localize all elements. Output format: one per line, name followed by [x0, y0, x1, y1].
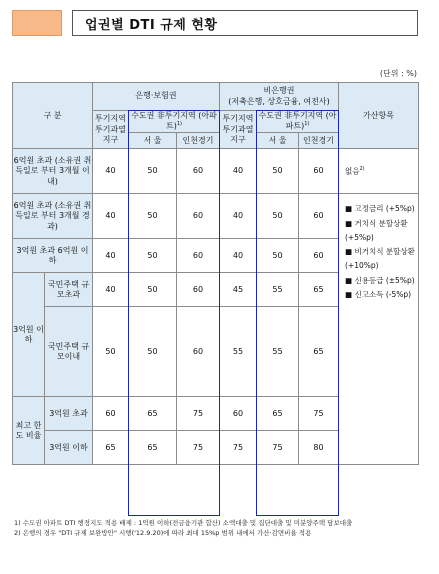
- value-cell: 60: [299, 239, 339, 273]
- header-nonbank-metro-footnote-mark: 1): [304, 121, 310, 128]
- dti-table-wrapper: [12, 82, 418, 465]
- value-cell: 75: [177, 431, 220, 465]
- table-row: [13, 149, 419, 194]
- footnote: 1) 수도권 아파트 DTI 행정지도 적용 배제 : 1억원 이하(전금융기관 합산) 소액대출 및 집단대출 및 미분양주택 담보대출: [14, 519, 353, 527]
- add-item-none: [339, 149, 419, 194]
- value-cell: 45: [220, 273, 257, 307]
- value-cell: 60: [177, 149, 220, 194]
- value-cell: 60: [93, 397, 129, 431]
- group-label-under-300: 3억원 이하: [13, 273, 45, 397]
- add-item-note: ■ 신고소득 (-5%p): [345, 289, 412, 299]
- value-cell: 50: [257, 239, 299, 273]
- header-nonbank-title: 비은행권: [263, 86, 295, 96]
- title-bar: [12, 10, 418, 36]
- value-cell: 65: [93, 431, 129, 465]
- value-cell: 75: [299, 397, 339, 431]
- footnote: 2) 은행의 경우 "DTI 규제 보완방안" 시행('12.9.20)에 따라 최대 15%p 범위 내에서 가산·감면비율 적용: [14, 529, 312, 538]
- header-nonbank-seoul: 서 울: [257, 133, 299, 149]
- value-cell: 50: [129, 194, 177, 239]
- value-cell: 40: [93, 273, 129, 307]
- value-cell: 40: [93, 239, 129, 273]
- value-cell: 65: [129, 431, 177, 465]
- value-cell: 60: [177, 239, 220, 273]
- value-cell: 80: [299, 431, 339, 465]
- value-cell: 60: [220, 397, 257, 431]
- add-item-none-footnote-mark: 2): [359, 166, 365, 173]
- value-cell: 60: [177, 273, 220, 307]
- row-label: 국민주택 규모이내: [45, 307, 93, 397]
- add-item-note: ■ 고정금리 (+5%p): [345, 204, 415, 214]
- dti-table: [12, 82, 419, 465]
- title-color-swatch: [12, 10, 62, 36]
- value-cell: 50: [93, 307, 129, 397]
- value-cell: 55: [257, 307, 299, 397]
- header-nonbank-group: [220, 83, 339, 111]
- row-label: 6억원 초과 (소유권 취득일로 부터 3개월 경과): [13, 194, 93, 239]
- value-cell: 40: [220, 149, 257, 194]
- value-cell: 50: [129, 307, 177, 397]
- add-item-note: ■ 비거치식 분할상환 (+10%p): [345, 247, 415, 271]
- value-cell: 40: [220, 239, 257, 273]
- header-nonbank-incheon: 인천경기: [299, 133, 339, 149]
- header-bank-metro-label: 수도권 非투기지역 (아파트): [131, 111, 217, 132]
- add-item-none-label: 없음: [345, 166, 360, 176]
- header-nonbank-metro-label: 수도권 非투기지역 (아파트): [258, 111, 337, 132]
- header-bank-seoul: 서 울: [129, 133, 177, 149]
- value-cell: 40: [93, 149, 129, 194]
- value-cell: 65: [257, 397, 299, 431]
- value-cell: 60: [177, 194, 220, 239]
- value-cell: 40: [220, 194, 257, 239]
- value-cell: 75: [257, 431, 299, 465]
- value-cell: 50: [257, 194, 299, 239]
- unit-label: (단위 : %): [379, 69, 417, 78]
- header-bank-metro: [129, 111, 220, 133]
- value-cell: 60: [177, 307, 220, 397]
- header-add-items: 가산항목: [339, 83, 419, 149]
- header-nonbank-sub: (저축은행, 상호금융, 여전사): [228, 96, 330, 106]
- row-label: 3억원 이하: [45, 431, 93, 465]
- header-nonbank-speculative: 투기지역 투기과열 지구: [220, 111, 257, 149]
- value-cell: 65: [299, 307, 339, 397]
- header-bank-speculative: 투기지역 투기과열 지구: [93, 111, 129, 149]
- title-box: [72, 10, 418, 36]
- add-items-notes: [339, 194, 419, 465]
- group-label-max-limit: 최고 한도 비율: [13, 397, 45, 465]
- row-label: 3억원 초과 6억원 이하: [13, 239, 93, 273]
- row-label: 6억원 초과 (소유권 취득일로 부터 3개월 이내): [13, 149, 93, 194]
- value-cell: 65: [129, 397, 177, 431]
- value-cell: 65: [299, 273, 339, 307]
- value-cell: 50: [129, 273, 177, 307]
- table-row: [13, 194, 419, 239]
- footnotes: [14, 518, 424, 538]
- header-bank-incheon: 인천경기: [177, 133, 220, 149]
- value-cell: 55: [257, 273, 299, 307]
- row-label: 3억원 초과: [45, 397, 93, 431]
- value-cell: 50: [129, 149, 177, 194]
- value-cell: 75: [177, 397, 220, 431]
- page-title: 업권별 DTI 규제 현황: [85, 17, 218, 33]
- value-cell: 55: [220, 307, 257, 397]
- value-cell: 50: [129, 239, 177, 273]
- header-category: 구 분: [13, 83, 93, 149]
- value-cell: 50: [257, 149, 299, 194]
- header-bank-metro-footnote-mark: 1): [176, 121, 182, 128]
- value-cell: 60: [299, 149, 339, 194]
- value-cell: 75: [220, 431, 257, 465]
- header-nonbank-metro: [257, 111, 339, 133]
- add-item-note: ■ 거치식 분할상환 (+5%p): [345, 218, 408, 242]
- row-label: 국민주택 규모초과: [45, 273, 93, 307]
- add-item-note: ■ 신용등급 (±5%p): [345, 275, 415, 285]
- value-cell: 40: [93, 194, 129, 239]
- value-cell: 60: [299, 194, 339, 239]
- header-bank-group: 은행·보험권: [93, 83, 220, 111]
